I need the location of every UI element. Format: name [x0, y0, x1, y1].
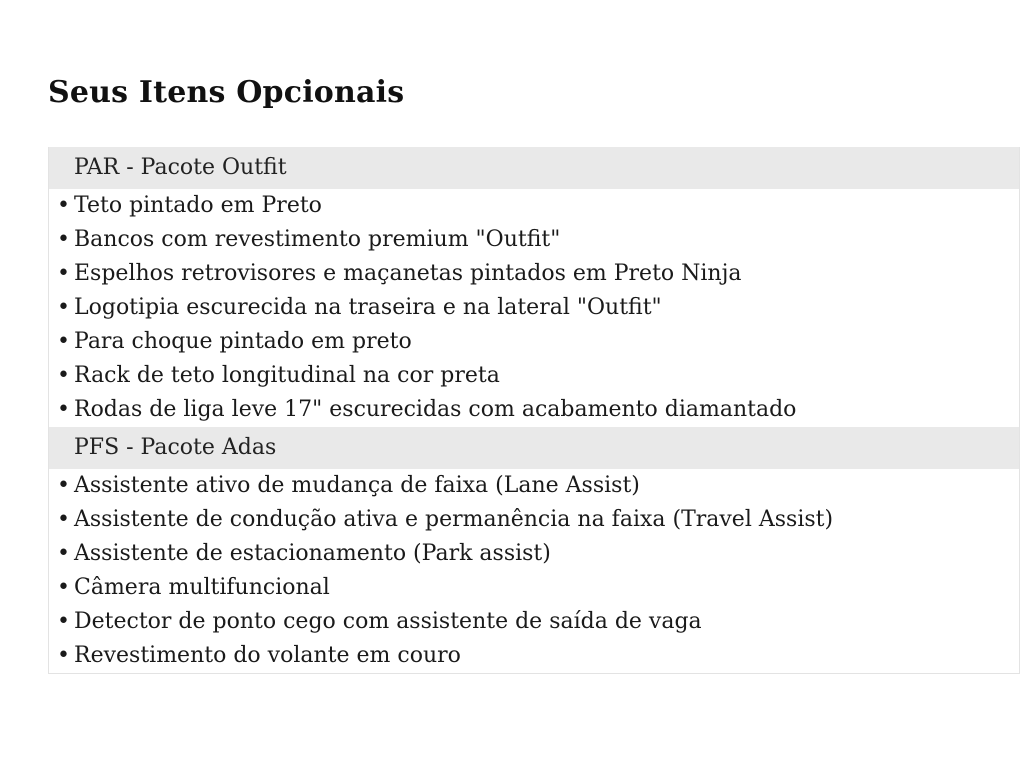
list-item — [49, 257, 1019, 291]
bullet-icon: • — [57, 397, 70, 422]
item-label: Assistente de estacionamento (Park assist) — [74, 541, 551, 566]
option-section — [49, 147, 1019, 427]
list-item — [49, 189, 1019, 223]
bullet-icon: • — [57, 363, 70, 388]
item-label: Para choque pintado em preto — [74, 329, 412, 354]
bullet-icon: • — [57, 575, 70, 600]
item-label: Espelhos retrovisores e maçanetas pintados em Preto Ninja — [74, 261, 742, 286]
bullet-icon: • — [57, 329, 70, 354]
list-item — [49, 223, 1019, 257]
list-item — [49, 325, 1019, 359]
bullet-icon: • — [57, 609, 70, 634]
list-item — [49, 469, 1019, 503]
bullet-icon: • — [57, 227, 70, 252]
bullet-icon: • — [57, 541, 70, 566]
bullet-icon: • — [57, 507, 70, 532]
bullet-icon: • — [57, 473, 70, 498]
bullet-icon: • — [57, 261, 70, 286]
item-label: Revestimento do volante em couro — [74, 643, 461, 668]
item-label: Rodas de liga leve 17" escurecidas com acabamento diamantado — [74, 397, 797, 422]
item-list — [49, 189, 1019, 427]
list-item — [49, 605, 1019, 639]
page-title: Seus Itens Opcionais — [48, 75, 405, 110]
option-section — [49, 427, 1019, 673]
list-item — [49, 393, 1019, 427]
list-item — [49, 503, 1019, 537]
bullet-icon: • — [57, 193, 70, 218]
optional-items-table — [48, 147, 1020, 674]
section-header: PAR - Pacote Outfit — [49, 147, 1019, 189]
item-label: Assistente de condução ativa e permanência na faixa (Travel Assist) — [74, 507, 834, 532]
list-item — [49, 639, 1019, 673]
list-item — [49, 537, 1019, 571]
section-header: PFS - Pacote Adas — [49, 427, 1019, 469]
item-label: Assistente ativo de mudança de faixa (Lane Assist) — [74, 473, 640, 498]
item-list — [49, 469, 1019, 673]
list-item — [49, 291, 1019, 325]
bullet-icon: • — [57, 643, 70, 668]
item-label: Logotipia escurecida na traseira e na lateral "Outfit" — [74, 295, 662, 320]
list-item — [49, 571, 1019, 605]
list-item — [49, 359, 1019, 393]
item-label: Bancos com revestimento premium "Outfit" — [74, 227, 561, 252]
bullet-icon: • — [57, 295, 70, 320]
item-label: Rack de teto longitudinal na cor preta — [74, 363, 500, 388]
item-label: Detector de ponto cego com assistente de saída de vaga — [74, 609, 702, 634]
item-label: Câmera multifuncional — [74, 575, 330, 600]
item-label: Teto pintado em Preto — [74, 193, 322, 218]
